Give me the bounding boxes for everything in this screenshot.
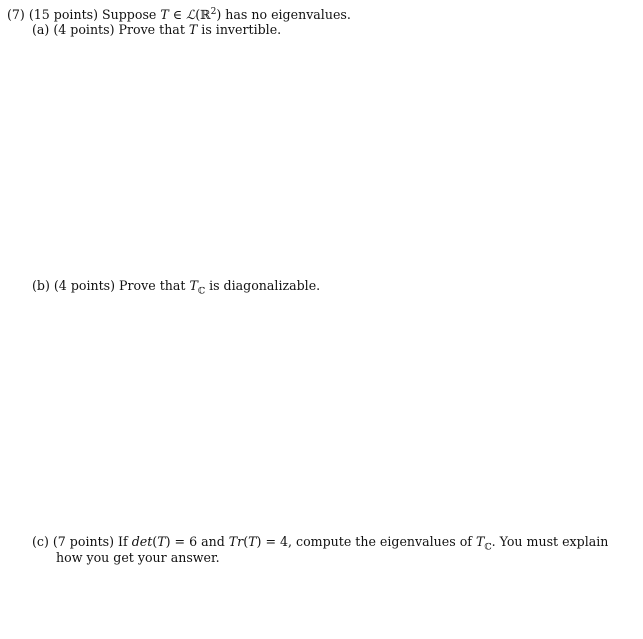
- part-b-suffix: is diagonalizable.: [205, 278, 321, 293]
- equals-six-text: = 6 and: [170, 534, 229, 549]
- operator-symbol: T: [248, 534, 257, 549]
- operator-symbol: T: [160, 7, 169, 22]
- part-b: [32, 278, 321, 297]
- operator-symbol: T: [157, 534, 166, 549]
- part-c-suffix: . You must explain: [491, 534, 609, 549]
- problem-prefix: (7) (15 points) Suppose: [7, 7, 161, 22]
- paren-close: ): [256, 534, 262, 549]
- problem-suffix: has no eigenvalues.: [221, 7, 351, 22]
- paren-open: (: [243, 534, 249, 549]
- paren-open: (: [152, 534, 158, 549]
- problem-statement: [7, 7, 351, 23]
- paren-close: ): [165, 534, 171, 549]
- part-a-prefix: (a) (4 points) Prove that: [32, 22, 189, 37]
- complexification-subscript: ℂ: [484, 542, 492, 553]
- real-numbers-symbol: ℝ: [200, 7, 211, 22]
- paren-close: ): [216, 7, 222, 22]
- det-function: det: [131, 534, 153, 549]
- operator-symbol: T: [189, 278, 198, 293]
- equals-four-text: = 4, compute the eigenvalues of: [261, 534, 476, 549]
- element-of-symbol: ∈: [168, 7, 187, 22]
- exponent-two: 2: [210, 6, 217, 17]
- paren-open: (: [195, 7, 201, 22]
- part-a-suffix: is invertible.: [197, 22, 282, 37]
- part-b-prefix: (b) (4 points) Prove that: [32, 278, 190, 293]
- operator-symbol: T: [475, 534, 485, 549]
- trace-function: Tr: [228, 534, 244, 549]
- complexification-subscript: ℂ: [197, 286, 206, 297]
- part-c-line-1: [32, 534, 609, 553]
- part-c-prefix: (c) (7 points) If: [32, 534, 132, 549]
- operator-symbol: T: [188, 22, 198, 37]
- linear-maps-symbol: ℒ: [186, 7, 196, 22]
- part-c-line-2: how you get your answer.: [56, 550, 220, 565]
- part-a: [32, 22, 281, 38]
